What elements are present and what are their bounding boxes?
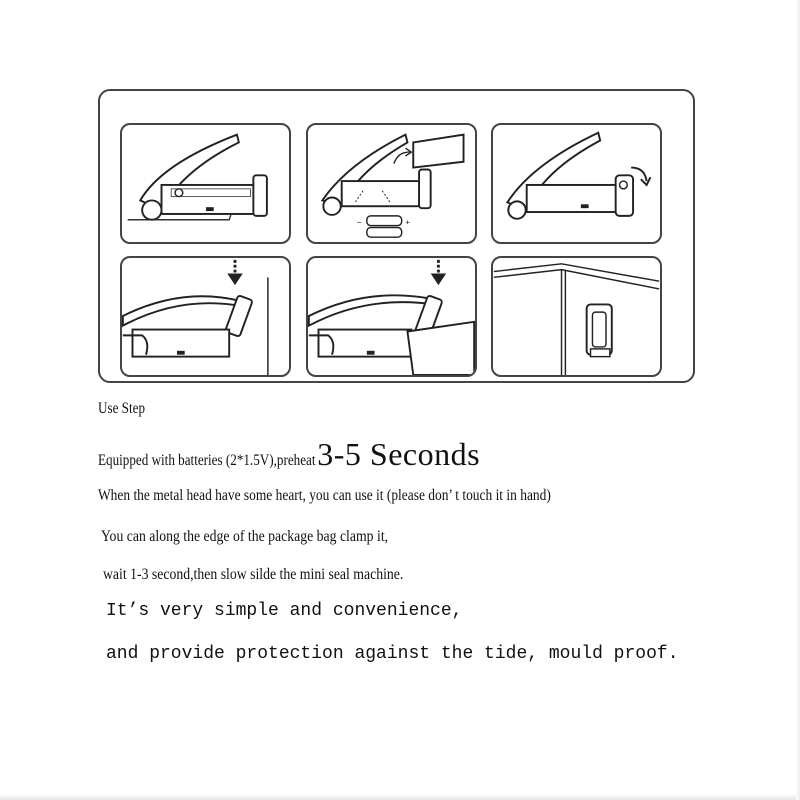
battery-preheat-line — [98, 436, 480, 473]
simple-note-line: It’s very simple and convenience, — [106, 601, 463, 621]
right-edge-shadow — [796, 0, 800, 800]
bottom-edge-shadow — [0, 794, 800, 800]
wall-mount-icon — [491, 256, 662, 377]
battery-preheat-text: Equipped with batteries (2*1.5V),preheat — [98, 452, 316, 469]
protection-note-line: and provide protection against the tide, mould proof. — [106, 644, 679, 664]
heat-warning-line: When the metal head have some heart, you can use it (please don’ t touch it in hand) — [98, 487, 551, 504]
svg-text:+: + — [405, 217, 411, 227]
slide-instruction-line: wait 1-3 second,then slow silde the mini seal machine. — [103, 566, 404, 583]
preheat-time-text: 3-5 Seconds — [317, 436, 481, 472]
clamp-instruction-line: You can along the edge of the package bag clamp it, — [101, 528, 389, 545]
usage-diagram-frame — [98, 89, 695, 383]
battery-insert-icon — [306, 123, 477, 244]
use-step-heading: Use Step — [98, 400, 146, 417]
sealer-cover-close-icon — [491, 123, 662, 244]
press-head-icon — [120, 256, 291, 377]
svg-text:–: – — [357, 217, 362, 227]
sealer-closed-icon — [120, 123, 291, 244]
clamp-bag-icon — [306, 256, 477, 377]
